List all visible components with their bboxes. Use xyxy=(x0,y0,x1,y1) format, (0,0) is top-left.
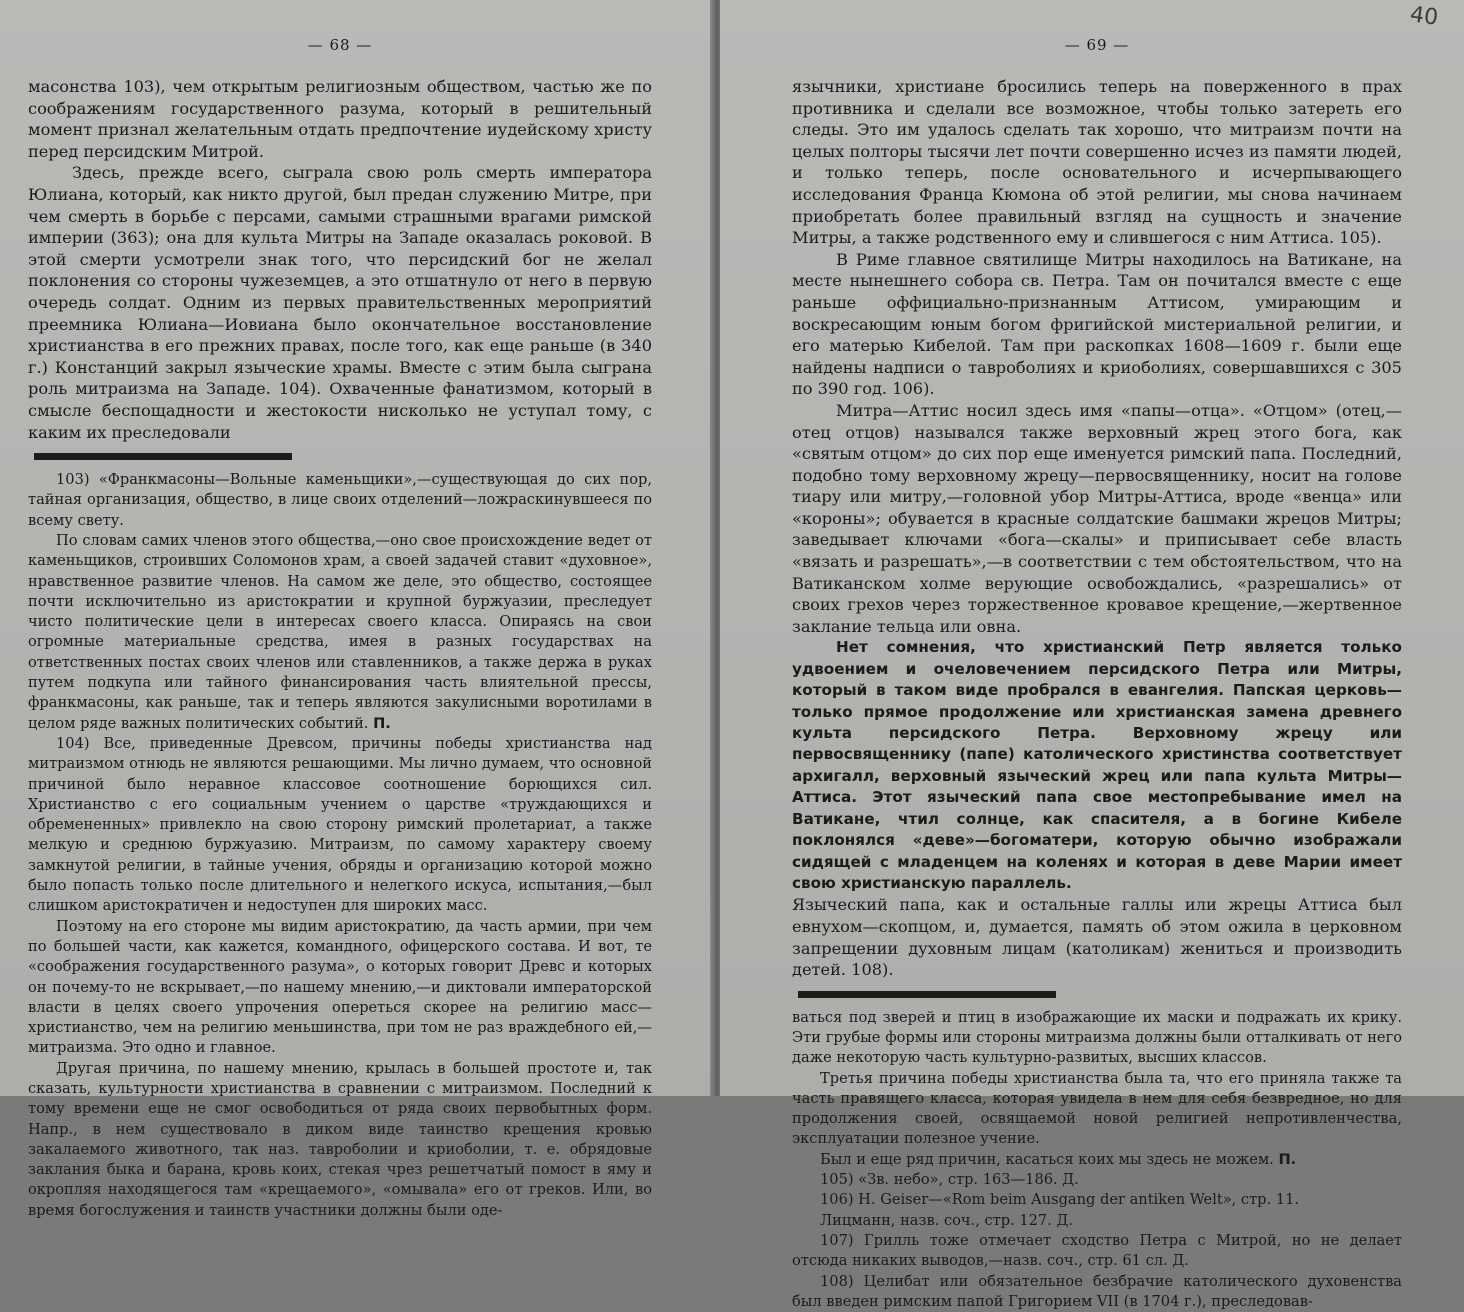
footnote: 106) H. Geiser—«Rom beim Ausgang der antiken Welt», стр. 11. xyxy=(820,1191,1300,1209)
footnote: ваться под зверей и птиц в изображающие их маски и подражать их крику. Эти грубые формы или стороны митраизма должны были отталкивать от него даже некоторую часть культурно-развитых, высших классов. xyxy=(792,1008,1402,1067)
footnote: Другая причина, по нашему мнению, крылась в большей простоте и, так сказать, культурности христианства в сравнении с митраизмом. Последний к тому времени еще не смог освободиться от ряда своих первобытных форм. Напр., в нем существовало в диком виде таинство крещения кровью закалаемого животного, так наз. тавроболии и криоболии, т. е. обрядовые заклания быка и барана, кровь коих, стекая чрез решетчатый помост в яму и окропляя находящегося там «крещаемого», «омывала» его от греков. Или, во время богослужения и таинств участники должны были оде- xyxy=(28,1059,652,1219)
footnote-marker: П. xyxy=(373,714,391,732)
footnote: 108) Целибат или обязательное безбрачие католического духовенства был введен римским папой Григорием VII (в 1704 г.), преследовав- xyxy=(792,1272,1402,1310)
right-main-text-tail xyxy=(792,894,1402,980)
left-main-text xyxy=(28,76,652,443)
paragraph: Здесь, прежде всего, сыграла свою роль смерть императора Юлиана, который, как никто другой, был предан служению Митре, при чем смерть в борьбе с персами, самыми страшными врагами римской империи (363); она для культа Митры на Западе оказалась роковой. В этой смерти усмотрели знак того, что персидский бог не желал поклонения со стороны чужеземцев, а это отшатнуло от него в первую очередь солдат. Одним из первых правительственных мероприятий преемника Юлиана—Иовиана было окончательное восстановление христианства в его прежних правах, после того, как еще раньше (в 340 г.) Констанций закрыл языческие храмы. Вместе с этим была сыграна роль митраизма на Западе. 104). Охваченные фанатизмом, который в смысле беспощадности и жестокости нисколько не уступал тому, с каким их преследовали xyxy=(28,163,652,442)
paragraph: масонства 103), чем открытым религиозным обществом, частью же по соображениям государственного разума, который в решительный момент признал желательным отдать предпочтение иудейскому христу перед персидским Митрой. xyxy=(28,77,652,161)
right-footnotes xyxy=(792,1008,1402,1312)
paragraph: язычники, христиане бросились теперь на поверженного в прах противника и сделали все возможное, чтобы только затереть его следы. Это им удалось сделать так хорошо, что митраизм почти на целых полторы тысячи лет почти совершенно исчез из памяти людей, и только теперь, после основательного и исчерпывающего исследования Франца Кюмона об этой религии, мы снова начинаем приобретать более правильный взгляд на сущность и значение Митры, а также родственного ему и слившегося с ним Аттиса. 105). xyxy=(792,77,1402,248)
footnote: Был и еще ряд причин, касаться коих мы здесь не можем. П. xyxy=(820,1150,1297,1168)
footnote-marker: П. xyxy=(1278,1150,1297,1168)
left-footnotes xyxy=(28,470,652,1221)
footnote-separator xyxy=(34,453,292,460)
left-page xyxy=(0,0,714,1219)
footnote: По словам самих членов этого общества,—оно свое происхождение ведет от каменьщиков, строивших Соломонов храм, а своей задачей ставит «духовное», нравственное развитие членов. На самом же деле, это общество, состоящее почти исключительно из аристократии и крупной буржуазии, преследует чисто политические цели в интересах своего класса. Опираясь на свои огромные материальные средства, имея в разных государствах на ответственных постах своих членов или ставленников, а также держа в руках путем подкупа или тайного финансирования часть влиятельной прессы, франкмасоны, как раньше, так и теперь являются закулисными воротилами в целом ряде важных политических событий. П. xyxy=(28,531,652,732)
footnote: Третья причина победы христианства была та, что его приняла также та часть правящего класса, которая увидела в нем для себя безвредное, но для продолжения своей, освящаемой новой религией непротивленчества, эксплуатации полезное учение. xyxy=(792,1069,1402,1148)
right-page xyxy=(720,0,1464,1310)
paragraph: В Риме главное святилище Митры находилось на Ватикане, на месте нынешнего собора св. Петра. Там он почитался вместе с еще раньше оффициально-признанным Аттисом, умирающим и воскресающим юным богом фригийской мистериальной религии, и его матерью Кибелой. Там при раскопках 1608—1609 г. были еще найдены надписи о тавроболиях и криоболиях, совершавшихся с 305 по 390 год. 106). xyxy=(792,249,1402,399)
footnote: 105) «Зв. небо», стр. 163—186. Д. xyxy=(820,1171,1079,1189)
footnote: 107) Грилль тоже отмечает сходство Петра с Митрой, но не делает отсюда никаких выводов,—назв. соч., стр. 61 сл. Д. xyxy=(792,1231,1402,1270)
bold-paragraph: Нет сомнения, что христианский Петр является только удвоением и очеловечением персидского Петра или Митры, который в таком виде пробрался в евангелия. Папская церковь—только прямое продолжение или христианская замена древнего культа персидского Петра. Верховному жрецу или первосвященнику (папе) католического христинства соответствует архигалл, верховный языческий жрец или папа культа Митры—Аттиса. Этот языческий папа свое местопребывание имел на Ватикане, чтил солнце, как спасителя, а в богине Кибеле поклонялся «деве»—богоматери, которую обычно изображали сидящей с младенцем на коленях и которая в деве Марии имеет свою христианскую параллель. xyxy=(792,638,1402,892)
paragraph: Языческий папа, как и остальные галлы или жрецы Аттиса был евнухом—скопцом, и, думается, память об этом ожила в церковном запрещении духовным лицам (католикам) жениться и производить детей. 108). xyxy=(792,895,1402,980)
footnote: Поэтому на его стороне мы видим аристократию, да часть армии, при чем по большей части, как кажется, командного, офицерского состава. И вот, те «соображения государственного разума», о которых говорит Древс и которых он почему-то не вскрывает,—по нашему мнению,—и диктовали императорской власти в целях своего упрочения опереться скорее на религию масс—христианство, чем на религию меньшинства, при том не раз враждебного ей,—митраизма. Это одно и главное. xyxy=(28,917,652,1057)
right-main-text xyxy=(792,76,1402,637)
handwritten-page-mark: 40 xyxy=(1408,2,1440,31)
bold-emphasis-block xyxy=(792,637,1402,894)
page-number-left: — 68 — xyxy=(307,36,373,54)
footnote-separator xyxy=(798,991,1056,998)
footnote: Лицманн, назв. соч., стр. 127. Д. xyxy=(820,1211,1073,1229)
paragraph: Митра—Аттис носил здесь имя «папы—отца». «Отцом» (отец,—отец отцов) назывался также верховный жрец этого бога, как «святым отцом» до сих пор еще именуется римский папа. Последний, подобно тому верховному жрецу—первосвященнику, носит на голове тиару или митру,—головной убор Митры-Аттиса, вроде «венца» или «короны»; обувается в красные солдатские башмаки жрецов Митры; заведывает ключами «бога—скалы» и приписывает себе власть «вязать и разрешать»,—в соответствии с тем обстоятельством, что на Ватиканском холме верующие освобождались, «разрешались» от своих грехов через торжественное кровавое крещение,—жертвенное заклание тельца или овна. xyxy=(792,400,1402,636)
footnote: 104) Все, приведенные Древсом, причины победы христианства над митраизмом отнюдь не являются решающими. Мы лично думаем, что основной причиной было неравное классовое соотношение борющихся сил. Христианство с его социальным учением о царстве «труждающихся и обремененных» привлекло на свою сторону римский пролетариат, а также мелкую и среднюю буржуазию. Митраизм, по самому характеру своему замкнутой религии, в тайные учения, обряды и организацию которой можно было попасть только после длительного и нелегкого искуса, испытания,—был слишком аристократичен и недоступен для широких масс. xyxy=(28,734,652,915)
page-number-right: — 69 — xyxy=(1064,36,1130,54)
footnote: 103) «Франкмасоны—Вольные каменьщики»,—существующая до сих пор, тайная организация, общество, в лице своих отделений—ложраскинувшееся по всему свету. xyxy=(28,471,652,529)
